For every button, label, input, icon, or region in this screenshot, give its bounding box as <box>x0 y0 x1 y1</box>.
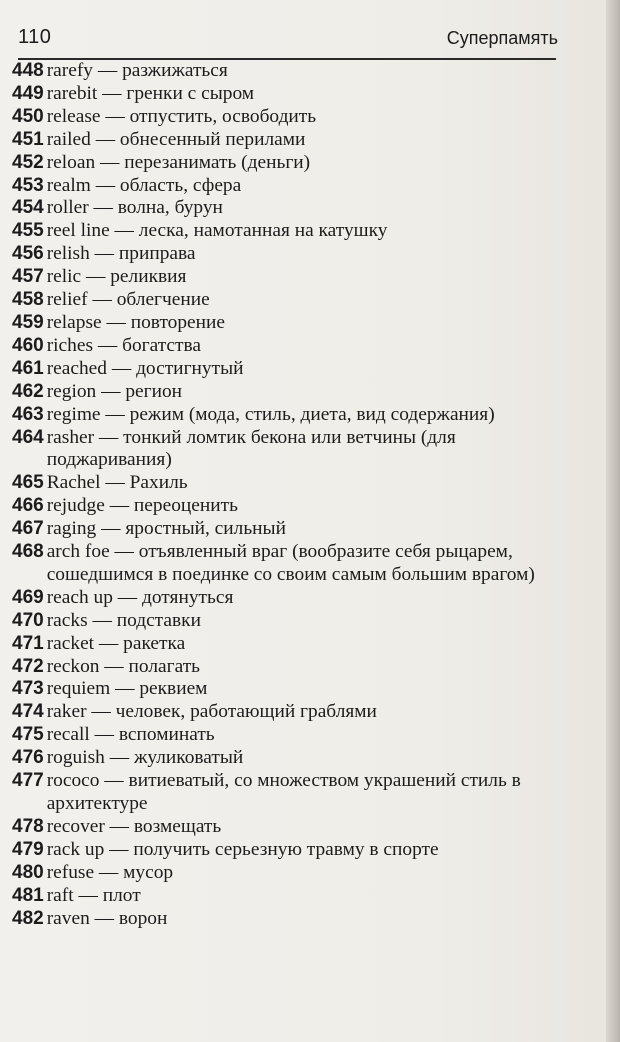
entry-text: riches — богатства <box>46 334 202 356</box>
entry-text: recall — вспоминать <box>46 724 215 746</box>
entry-text: realm — область, сфера <box>46 174 242 196</box>
vocabulary-entry <box>12 197 557 220</box>
vocabulary-entry <box>12 60 557 83</box>
entry-number: 467 <box>12 518 44 540</box>
entry-text: relish — приправа <box>46 243 196 265</box>
entry-number: 481 <box>12 884 44 906</box>
entry-text: rarefy — разжижаться <box>46 60 228 81</box>
vocabulary-entry <box>12 472 557 495</box>
entry-text: recover — возмещать <box>46 815 222 837</box>
entry-number: 480 <box>12 861 44 883</box>
vocabulary-entry <box>12 152 557 175</box>
entry-text: roller — волна, бурун <box>46 197 223 219</box>
entry-number: 453 <box>12 174 44 196</box>
vocabulary-entry <box>12 175 557 198</box>
vocabulary-entry <box>12 610 557 633</box>
entry-number: 448 <box>12 60 44 81</box>
entry-number: 449 <box>12 82 44 104</box>
vocabulary-entry <box>12 678 557 701</box>
entry-text: regime — режим (мода, стиль, диета, вид содержания) <box>46 403 495 425</box>
entry-number: 454 <box>12 197 44 219</box>
entry-text: roguish — жуликоватый <box>46 747 244 769</box>
vocabulary-entry <box>12 633 557 656</box>
page-number: 110 <box>18 26 52 48</box>
entry-text: reel line — леска, намотанная на катушку <box>46 220 388 242</box>
entry-text: raven — ворон <box>46 907 168 929</box>
entry-text: reach up — дотянуться <box>46 586 234 608</box>
entry-text: reached — достигнутый <box>46 357 244 379</box>
entry-number: 452 <box>12 151 44 173</box>
entry-text: relic — реликвия <box>46 266 187 288</box>
page-spine-edge <box>606 0 620 1042</box>
entry-text: arch foe — отъявленный враг (вообразите себя рыцарем, сошедшимся в поединке со своим самым большим врагом) <box>46 541 535 585</box>
entry-number: 470 <box>12 609 44 631</box>
vocabulary-entry <box>12 427 557 473</box>
entry-text: reckon — полагать <box>46 655 201 677</box>
entry-number: 466 <box>12 495 44 517</box>
entry-text: railed — обнесенный перилами <box>46 128 306 150</box>
vocabulary-entry <box>12 816 557 839</box>
entry-number: 477 <box>12 770 44 792</box>
entry-text: region — регион <box>46 380 183 402</box>
entry-number: 450 <box>12 105 44 127</box>
entry-number: 468 <box>12 541 44 563</box>
entry-number: 475 <box>12 724 44 746</box>
vocabulary-list <box>12 60 557 930</box>
vocabulary-entry <box>12 862 557 885</box>
vocabulary-entry <box>12 312 557 335</box>
vocabulary-entry <box>12 885 557 908</box>
vocabulary-entry <box>12 289 557 312</box>
entry-number: 465 <box>12 472 44 494</box>
vocabulary-entry <box>12 770 557 816</box>
entry-number: 455 <box>12 220 44 242</box>
entry-number: 464 <box>12 426 44 448</box>
vocabulary-entry <box>12 404 557 427</box>
vocabulary-entry <box>12 587 557 610</box>
entry-text: rarebit — гренки с сыром <box>46 82 255 104</box>
entry-number: 482 <box>12 907 44 929</box>
entry-text: relapse — повторение <box>46 311 226 333</box>
vocabulary-entry <box>12 243 557 266</box>
entry-number: 458 <box>12 289 44 311</box>
vocabulary-entry <box>12 335 557 358</box>
running-title: Суперпамять <box>446 28 558 48</box>
entry-number: 471 <box>12 632 44 654</box>
entry-text: raker — человек, работающий граблями <box>46 701 377 723</box>
vocabulary-entry <box>12 220 557 243</box>
entry-text: Rachel — Рахиль <box>46 472 188 494</box>
entry-text: release — отпустить, освободить <box>46 105 317 127</box>
entry-number: 459 <box>12 311 44 333</box>
vocabulary-entry <box>12 518 557 541</box>
entry-number: 461 <box>12 357 44 379</box>
entry-number: 473 <box>12 678 44 700</box>
entry-number: 456 <box>12 243 44 265</box>
vocabulary-entry <box>12 701 557 724</box>
entry-text: requiem — реквием <box>46 678 208 700</box>
entry-text: relief — облегчение <box>46 289 210 311</box>
entry-text: raging — яростный, сильный <box>46 518 286 540</box>
entry-number: 463 <box>12 403 44 425</box>
entry-number: 479 <box>12 838 44 860</box>
entry-number: 469 <box>12 586 44 608</box>
vocabulary-entry <box>12 381 557 404</box>
entry-number: 476 <box>12 747 44 769</box>
entry-text: rasher — тонкий ломтик бекона или ветчины (для поджаривания) <box>46 426 456 471</box>
entry-text: raft — плот <box>46 884 141 906</box>
vocabulary-entry <box>12 747 557 770</box>
entry-number: 462 <box>12 380 44 402</box>
vocabulary-entry <box>12 541 557 587</box>
vocabulary-entry <box>12 266 557 289</box>
entry-text: reloan — перезанимать (деньги) <box>46 151 311 173</box>
entry-number: 478 <box>12 815 44 837</box>
entry-text: racks — подставки <box>46 609 201 631</box>
vocabulary-entry <box>12 839 557 862</box>
vocabulary-entry <box>12 129 557 152</box>
entry-number: 474 <box>12 701 44 723</box>
entry-number: 457 <box>12 266 44 288</box>
entry-number: 460 <box>12 334 44 356</box>
vocabulary-entry <box>12 724 557 747</box>
entry-number: 451 <box>12 128 44 150</box>
vocabulary-entry <box>12 83 557 106</box>
entry-text: refuse — мусор <box>46 861 174 883</box>
vocabulary-entry <box>12 106 557 129</box>
vocabulary-entry <box>12 908 557 931</box>
entry-text: rejudge — переоценить <box>46 495 238 517</box>
page-header <box>18 26 558 56</box>
entry-text: racket — ракетка <box>46 632 186 654</box>
vocabulary-entry <box>12 358 557 381</box>
vocabulary-entry <box>12 656 557 679</box>
vocabulary-entry <box>12 495 557 518</box>
entry-text: rack up — получить серьезную травму в спорте <box>46 838 439 860</box>
entry-text: rococo — витиеватый, со множеством украшений стиль в архитектуре <box>46 770 521 814</box>
entry-number: 472 <box>12 655 44 677</box>
